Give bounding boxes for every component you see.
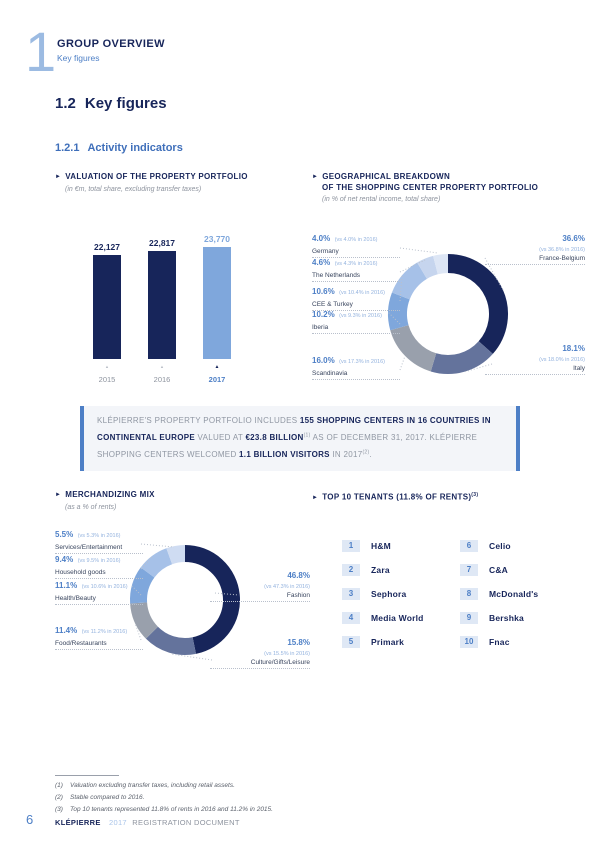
bar [93, 255, 121, 359]
tenant-row [342, 558, 424, 582]
bar-value: 22,127 [94, 242, 120, 252]
chart-title: ► GEOGRAPHICAL BREAKDOWN OF THE SHOPPING CENTER PROPERTY PORTFOLIO [312, 172, 585, 193]
donut-segment [401, 271, 422, 296]
triangle-bullet-icon: ► [55, 174, 62, 180]
subsection-title-text: Activity indicators [87, 142, 183, 154]
donut-segment [435, 264, 448, 266]
chart-title: ► MERCHANDIZING MIX [55, 490, 155, 499]
tenant-rank-badge: 5 [342, 636, 360, 648]
legend-health-beauty: 11.1% (vs 10.6% in 2016) Health/Beauty [55, 575, 143, 605]
leader-line [400, 248, 438, 253]
donut-segment [399, 328, 433, 363]
legend-cee-turkey: 10.6% (vs 10.4% in 2016) CEE & Turkey [312, 281, 400, 311]
callout-segment: . [369, 450, 373, 460]
legend-scandinavia: 16.0% (vs 17.3% in 2016) Scandinavia [312, 350, 400, 380]
tenant-rank-badge: 4 [342, 612, 360, 624]
legend-fashion: 46.8% (vs 47.3% in 2016) Fashion [210, 565, 310, 602]
callout-segment: 155 SHOPPING CENTERS IN 16 COUNTRIES IN CONTINENTAL EUROPE [97, 416, 491, 443]
callout-segment: AS OF DECEMBER 31, 2017. KLÉPIERRE SHOPPING CENTERS WELCOMED [97, 433, 478, 460]
tenant-name: Bershka [489, 613, 524, 623]
tenants-title-sup: (3) [471, 492, 479, 498]
footer [55, 818, 240, 827]
year-label: 2015 [98, 375, 116, 384]
tenant-row [342, 606, 424, 630]
callout-segment: 1.1 BILLION VISITORS [239, 450, 330, 460]
tenant-row [460, 558, 538, 582]
footnote: (3) Top 10 tenants represented 11.8% of rents in 2016 and 11.2% in 2015. [55, 806, 273, 813]
bar-value: 23,770 [204, 234, 230, 244]
tenant-rank-badge: 1 [342, 540, 360, 552]
chart-subtitle: (in % of net rental income, total share) [322, 196, 441, 203]
tenant-row [342, 582, 424, 606]
section-title [55, 95, 167, 112]
chart-subtitle: (in €m, total share, excluding transfer taxes) [65, 186, 202, 193]
tenant-rank-badge: 9 [460, 612, 478, 624]
tenant-row [460, 606, 538, 630]
footer-year: 2017 [109, 818, 127, 827]
chart-subtitle: (as a % of rents) [65, 504, 117, 511]
donut-area [312, 222, 585, 417]
donut-segment [169, 554, 185, 557]
callout [80, 406, 520, 471]
tenants-col-1 [342, 534, 424, 654]
donut-segment [152, 633, 194, 647]
footnote: (2) Stable compared to 2016. [55, 794, 145, 801]
bar-group-2015 [93, 242, 121, 384]
year-label: 2017 [208, 375, 226, 384]
chart-title: ► VALUATION OF THE PROPERTY PORTFOLIO [55, 172, 248, 181]
callout-text [97, 416, 491, 459]
donut-area [55, 520, 310, 685]
tenant-name: Sephora [371, 589, 407, 599]
chapter-title: GROUP OVERVIEW [57, 38, 165, 50]
tenant-row [460, 630, 538, 654]
chart-title-line2: OF THE SHOPPING CENTER PROPERTY PORTFOLIO [322, 183, 539, 192]
year-label: 2016 [153, 375, 171, 384]
tenant-rank-badge: 3 [342, 588, 360, 600]
leader-line [171, 654, 212, 660]
bar-group-2017 [203, 234, 231, 384]
tenants-title: ► TOP 10 TENANTS (11.8% OF RENTS)$^{(3)}$ [312, 492, 479, 502]
footer-brand: KLÉPIERRE [55, 818, 101, 827]
chapter-subtitle: Key figures [57, 53, 100, 63]
tenant-row [342, 630, 424, 654]
footnote: (1) Valuation excluding transfer taxes, including retail assets. [55, 782, 235, 789]
triangle-bullet-icon: ► [55, 492, 62, 498]
triangle-bullet-icon: ► [312, 174, 319, 180]
tenant-rank-badge: 10 [460, 636, 478, 648]
tenant-row [460, 582, 538, 606]
section-title-text: Key figures [84, 95, 167, 112]
bar [148, 251, 176, 359]
tenants-table [312, 490, 585, 647]
year-marker-icon: ▲ [160, 364, 164, 369]
tenant-rank-badge: 8 [460, 588, 478, 600]
leader-line [141, 544, 174, 547]
legend-services: 5.5% (vs 5.3% in 2016) Services/Entertainment [55, 524, 143, 554]
footer-doc-title: REGISTRATION DOCUMENT [132, 818, 240, 827]
legend-netherlands: 4.6% (vs 4.3% in 2016) The Netherlands [312, 252, 400, 282]
section-number: 1.2 [55, 95, 76, 112]
tenant-name: McDonald's [489, 589, 539, 599]
legend-food: 11.4% (vs 11.2% in 2016) Food/Restaurants [55, 620, 143, 650]
subsection-title [55, 142, 183, 154]
footnotes [55, 775, 475, 814]
leader-line [400, 356, 405, 370]
bar [203, 247, 231, 359]
tenant-row [460, 534, 538, 558]
tenant-name: Primark [371, 637, 405, 647]
bar-value: 22,817 [149, 238, 175, 248]
valuation-chart [55, 172, 305, 384]
callout-segment: €23.8 BILLION [245, 433, 304, 443]
legend-household: 9.4% (vs 9.5% in 2016) Household goods [55, 549, 143, 579]
legend-iberia: 10.2% (vs 9.3% in 2016) Iberia [312, 304, 400, 334]
callout-segment: (2) [362, 449, 370, 456]
callout-segment: IN 2017 [329, 450, 363, 460]
footnote-rule [55, 775, 119, 776]
legend-france-belgium: 36.6% (vs 36.8% in 2016) France-Belgium [485, 228, 585, 265]
tenant-name: Zara [371, 565, 390, 575]
callout-segment: VALUED AT [195, 433, 246, 443]
bar-chart [93, 234, 231, 384]
year-marker-icon: ▲ [214, 364, 220, 370]
chapter-number: 1 [25, 20, 57, 83]
tenant-row [342, 534, 424, 558]
tenant-name: C&A [489, 565, 509, 575]
merch-chart [55, 490, 315, 666]
chapter-header [57, 38, 165, 63]
legend-culture: 15.8% (vs 15.5% in 2016) Culture/Gifts/Leisure [210, 632, 310, 669]
tenant-name: Celio [489, 541, 511, 551]
tenant-name: H&M [371, 541, 391, 551]
geo-chart [312, 172, 585, 377]
donut-segment [433, 348, 485, 365]
tenant-name: Media World [371, 613, 424, 623]
year-marker-icon: ▲ [105, 364, 109, 369]
callout-segment: (1) [303, 432, 311, 439]
tenant-rank-badge: 2 [342, 564, 360, 576]
tenant-name: Fnac [489, 637, 510, 647]
tenant-rank-badge: 6 [460, 540, 478, 552]
legend-italy: 18.1% (vs 18.0% in 2016) Italy [485, 338, 585, 375]
donut-segment [148, 556, 170, 572]
page-number: 6 [26, 812, 34, 827]
legend-germany: 4.0% (vs 4.0% in 2016) Germany [312, 228, 400, 258]
triangle-bullet-icon: ► [312, 494, 319, 501]
donut-segment [448, 264, 499, 348]
callout-segment: KLÉPIERRE'S PROPERTY PORTFOLIO INCLUDES [97, 416, 300, 425]
tenants-col-2 [460, 534, 538, 654]
subsection-number: 1.2.1 [55, 142, 80, 154]
bar-group-2016 [148, 238, 176, 384]
donut-segment [422, 265, 435, 271]
tenant-rank-badge: 7 [460, 564, 478, 576]
